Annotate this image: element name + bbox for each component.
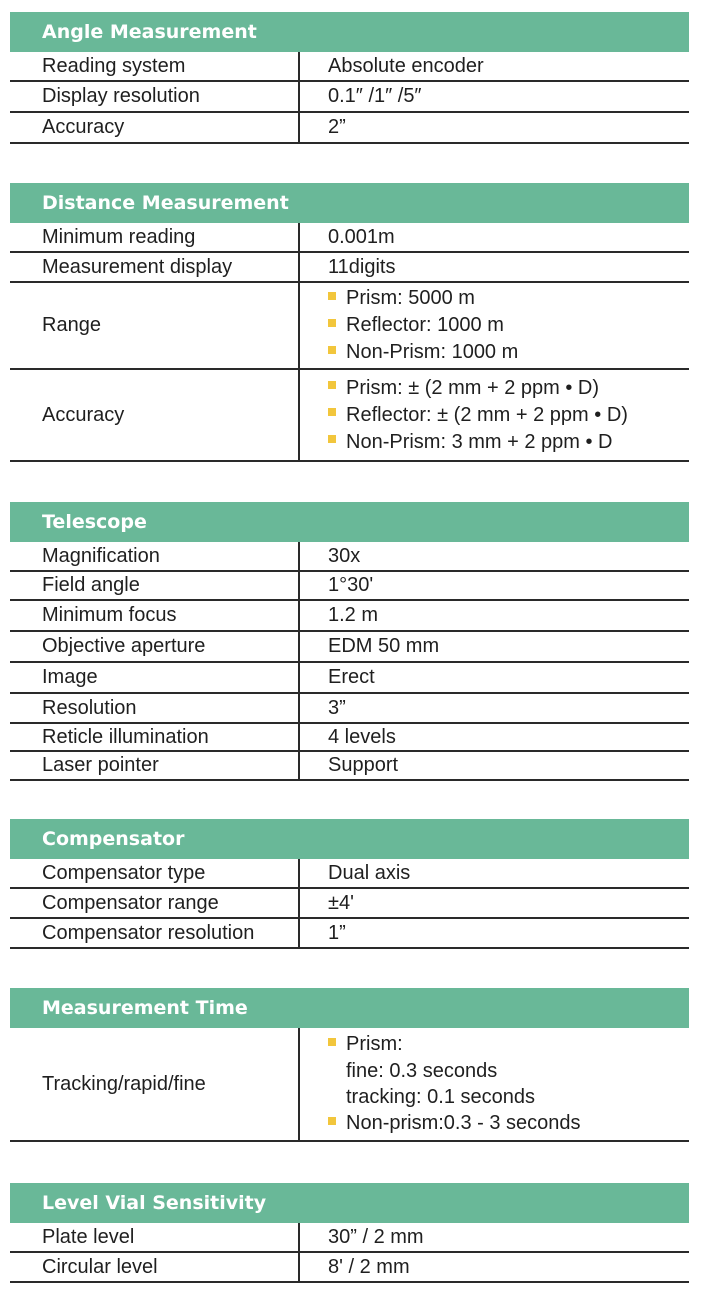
bullet-icon [328,408,336,416]
list-item-text: Reflector: ± (2 mm + 2 ppm • D) [346,403,628,426]
row-value: 3” [328,696,346,719]
list-item-text: Prism: [346,1033,403,1055]
section-distance-measurement [10,183,689,462]
row-label: Reticle illumination [10,724,300,750]
table-row [10,919,689,949]
list-item [328,339,518,366]
row-value: 1” [328,921,346,944]
row-label: Tracking/rapid/fine [10,1028,300,1140]
row-value: 8' / 2 mm [328,1255,410,1278]
row-value: 1.2 m [328,604,379,626]
row-label: Range [10,283,300,368]
bullet-icon [328,1117,336,1125]
row-label: Objective aperture [10,632,300,661]
table-row [10,283,689,370]
list-item [328,285,475,312]
table-row [10,752,689,781]
bullet-icon [328,381,336,389]
row-value: 11digits [328,255,396,278]
table-row [10,542,689,572]
list-item-text: Prism: ± (2 mm + 2 ppm • D) [346,376,600,399]
row-value: 0.1″ /1″ /5″ [328,85,422,107]
table-row [10,1028,689,1142]
bullet-icon [328,346,336,354]
section-measurement-time [10,988,689,1142]
row-value: 4 levels [328,725,396,748]
bullet-icon [328,292,336,300]
row-value: 30x [328,544,361,567]
row-label: Plate level [10,1223,300,1251]
table-row [10,253,689,283]
list-item-text: Non-Prism: 3 mm + 2 ppm • D [346,430,613,453]
list-item [328,375,599,402]
row-label: Compensator resolution [10,919,300,947]
row-label: Accuracy [10,113,300,142]
row-label: Minimum reading [10,223,300,251]
bullet-icon [328,319,336,327]
row-label: Measurement display [10,253,300,281]
table-row [10,113,689,144]
table-row [10,82,689,113]
row-label: Reading system [10,52,300,80]
table-row [10,1223,689,1253]
table-row [10,632,689,663]
row-label: Compensator type [10,859,300,887]
list-item [328,1031,403,1058]
section-title: Telescope [10,502,689,542]
table-row [10,663,689,694]
section-title: Measurement Time [10,988,689,1028]
row-value: Absolute encoder [328,54,484,77]
section-title: Angle Measurement [10,12,689,52]
row-value: ±4' [328,891,354,914]
bullet-icon [328,1038,336,1046]
table-row [10,694,689,724]
row-value: EDM 50 mm [328,635,440,657]
row-label: Minimum focus [10,601,300,630]
list-item [328,312,504,339]
table-row [10,52,689,82]
section-telescope [10,502,689,781]
row-value: Erect [328,666,375,688]
row-label: Resolution [10,694,300,722]
list-subitem: fine: 0.3 seconds [346,1059,498,1082]
row-label: Display resolution [10,82,300,111]
row-label: Magnification [10,542,300,570]
table-row [10,601,689,632]
row-label: Image [10,663,300,692]
list-item [328,429,613,456]
row-label: Accuracy [10,370,300,460]
row-value-list [300,370,689,460]
section-title: Level Vial Sensitivity [10,1183,689,1223]
table-row [10,859,689,889]
row-value: 0.001m [328,225,395,248]
row-value: Support [328,754,399,776]
list-item-text: Prism: 5000 m [346,287,475,309]
section-title: Distance Measurement [10,183,689,223]
list-item-text: Non-prism:0.3 - 3 seconds [346,1112,581,1134]
row-value: 30” / 2 mm [328,1225,424,1248]
list-item-text: Non-Prism: 1000 m [346,341,519,363]
list-item [328,402,628,429]
section-title: Compensator [10,819,689,859]
row-value: 2” [328,116,346,138]
table-row [10,572,689,601]
row-value-list [300,283,689,368]
section-angle-measurement [10,12,689,144]
list-item [328,1110,581,1137]
list-item-text: Reflector: 1000 m [346,314,504,336]
row-label: Circular level [10,1253,300,1281]
section-compensator [10,819,689,949]
row-label: Compensator range [10,889,300,917]
row-label: Field angle [10,572,300,599]
row-value: Dual axis [328,861,411,884]
table-row [10,1253,689,1283]
section-level-vial-sensitivity [10,1183,689,1283]
row-value: 1°30' [328,574,374,596]
table-row [10,370,689,462]
table-row [10,889,689,919]
table-row [10,223,689,253]
row-label: Laser pointer [10,752,300,779]
bullet-icon [328,435,336,443]
row-value-list [300,1028,689,1140]
table-row [10,724,689,752]
list-subitem: tracking: 0.1 seconds [346,1085,535,1108]
